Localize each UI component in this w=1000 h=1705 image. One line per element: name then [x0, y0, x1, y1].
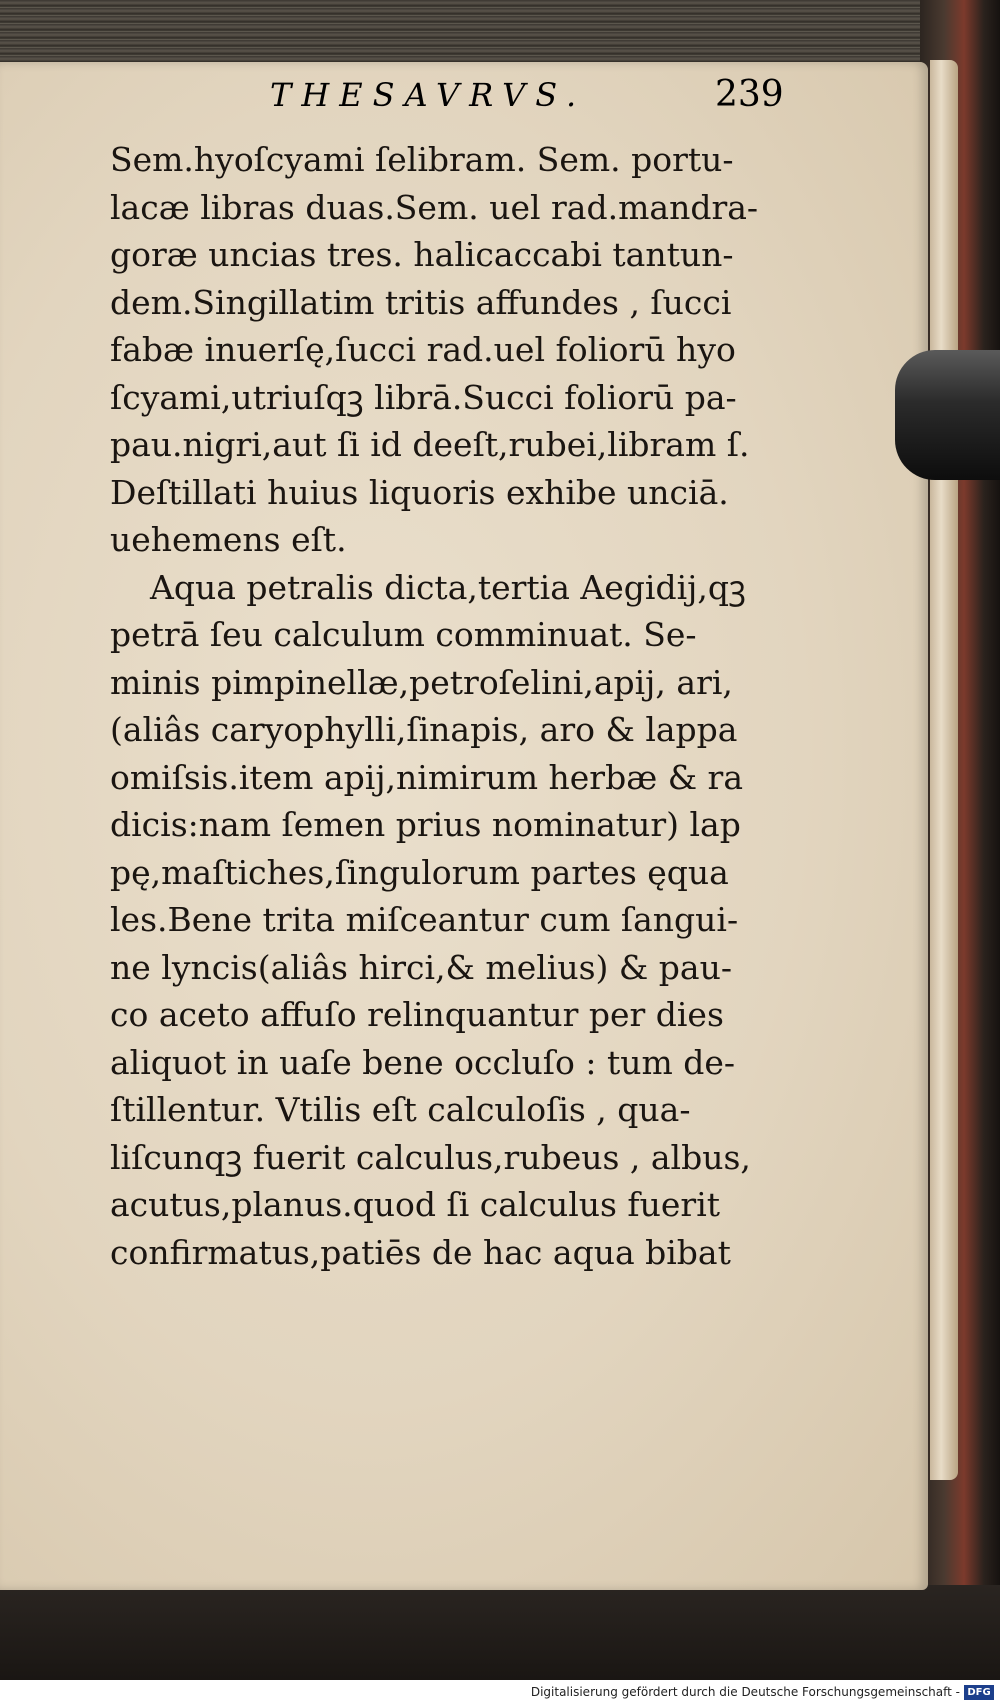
- text-line: Deſtillati huius liquoris exhibe unciā.: [110, 472, 729, 512]
- body-text: [110, 136, 810, 1276]
- text-line: fabæ inuerſę,ſucci rad.uel foliorū hyo: [110, 330, 736, 369]
- page-clip: [895, 350, 1000, 480]
- text-line: confirmatus,patiēs de hac aqua bibat: [110, 1232, 731, 1272]
- text-line: dem.Singillatim tritis affundes , ſucci: [110, 282, 732, 322]
- text-line: dicis:nam ſemen prius nominatur) lap: [110, 805, 741, 844]
- text-line: les.Bene trita miſceantur cum ſangui-: [110, 900, 739, 939]
- text-line: (aliâs caryophylli,ſinapis, aro & lappa: [110, 710, 738, 749]
- text-line: petrā ſeu calculum comminuat. Se-: [110, 615, 697, 654]
- text-line: pę,maſtiches,ſingulorum partes ęqua: [110, 852, 729, 892]
- text-line: ne lyncis(aliâs hirci,& melius) & pau-: [110, 947, 732, 987]
- text-line: minis pimpinellæ,petroſelini,apij, ari,: [110, 662, 733, 702]
- footer-credit: Digitalisierung gefördert durch die Deutsche Forschungsgemeinschaft -: [530, 1685, 960, 1699]
- text-line: Sem.hyoſcyami ſelibram. Sem. portu-: [110, 140, 734, 179]
- text-line: acutus,planus.quod ſi calculus fuerit: [110, 1185, 721, 1224]
- text-line: aliquot in uaſe bene occluſo : tum de-: [110, 1042, 736, 1082]
- text-line: omiſsis.item apij,nimirum herbæ & ra: [110, 757, 744, 797]
- text-line: Aqua petralis dicta,tertia Aegidij,qꝫ: [150, 567, 746, 607]
- page-stack-edge: [930, 60, 958, 1480]
- text-line: uehemens eſt.: [110, 520, 347, 559]
- text-line: lacæ libras duas.Sem. uel rad.mandra-: [110, 187, 759, 227]
- page-number: 239: [715, 74, 784, 115]
- text-line: goræ uncias tres. halicaccabi tantun-: [110, 235, 734, 274]
- text-line: ſcyami,utriuſqꝫ librā.Succi foliorū pa-: [110, 377, 737, 417]
- running-title: THESAVRVS.: [270, 76, 587, 114]
- footer-bar: [0, 1680, 1000, 1705]
- text-line: co aceto affuſo relinquantur per dies: [110, 995, 724, 1034]
- text-line: pau.nigri,aut ſi id deeſt,rubei,libram ſ.: [110, 425, 750, 464]
- text-line: ſtillentur. Vtilis eſt calculoſis , qua-: [110, 1090, 691, 1129]
- text-line: liſcunqꝫ fuerit calculus,rubeus , albus,: [110, 1137, 751, 1177]
- dfg-logo: DFG: [964, 1685, 994, 1700]
- book-bottom-edge: [0, 1585, 1000, 1680]
